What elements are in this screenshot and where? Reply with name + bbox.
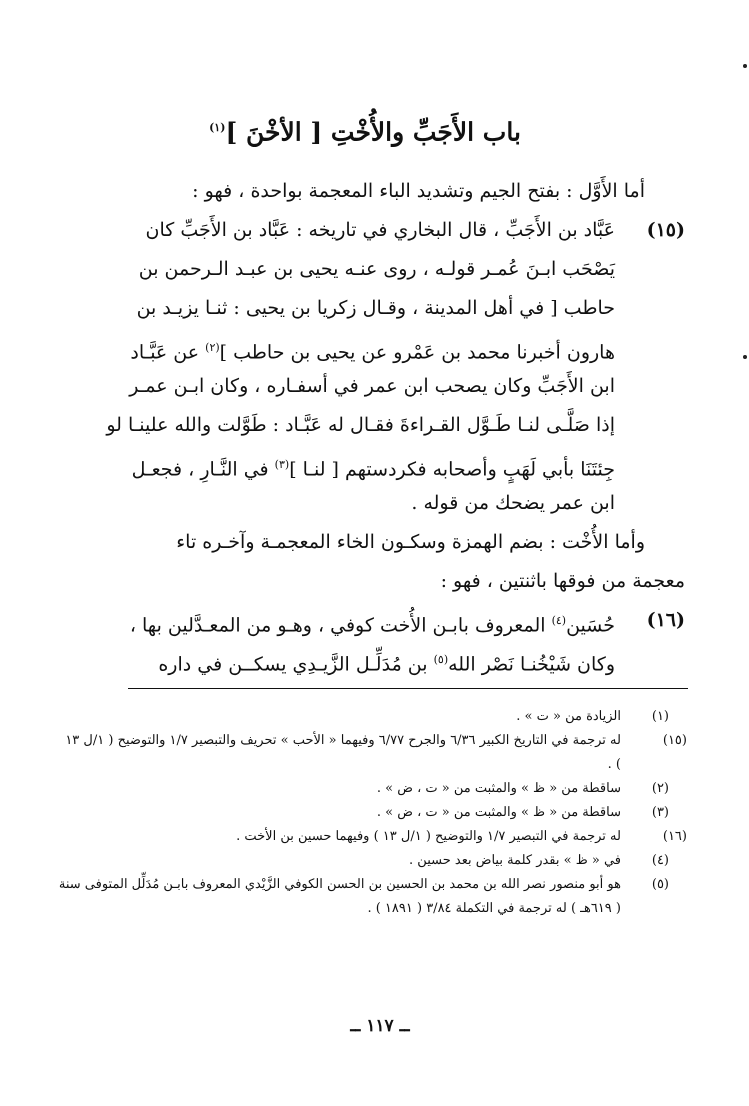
footnote-number: (١) xyxy=(651,709,669,724)
footnote-text: الزيادة من « ت » . xyxy=(516,709,621,724)
entry-line xyxy=(130,328,615,372)
footnote-number: (١٦) xyxy=(662,829,687,844)
footnote-ref: (٢) xyxy=(205,341,220,354)
footnote-number: (٣) xyxy=(651,805,669,820)
entry-line xyxy=(132,445,615,489)
footnote-ref: (٥) xyxy=(433,653,449,666)
entry-line: حاطب [ في أهل المدينة ، وقـال زكريا بن يحيى : ثنـا يزيـد بن xyxy=(136,297,615,319)
entry-line-part: عن عَبَّـاد xyxy=(130,341,200,364)
footnote xyxy=(57,729,687,777)
footnote-text: ساقطة من « ظ » والمثبت من « ت ، ض » . xyxy=(376,781,621,796)
entry-line-part: هارون أخبرنا محمد بن عَمْرو عن يحيى بن حاطب ] xyxy=(219,341,615,364)
paragraph-line: وأما الأُخْت : بضم الهمزة وسكـون الخاء المعجمـة وآخـره تاء xyxy=(176,531,645,553)
entry-line-part: حُسَين xyxy=(566,614,615,637)
text-line xyxy=(57,328,685,367)
text-line xyxy=(57,484,685,523)
chapter-title xyxy=(130,108,600,152)
footnote-number: (٤) xyxy=(651,853,669,868)
text-line xyxy=(57,562,685,601)
entry-line: يَصْحَب ابـنَ عُمـر قولـه ، روى عنـه يحيى بن عبـد الـرحمن بن xyxy=(138,258,615,280)
footnote xyxy=(57,849,687,873)
entry-line-part: في النَّـارِ ، فجعـل xyxy=(131,458,269,481)
text-line xyxy=(57,406,685,445)
footnote-text: في « ظ » بقدر كلمة بياض بعد حسين . xyxy=(409,853,621,868)
main-text xyxy=(57,172,685,679)
footnote-ref: (٣) xyxy=(274,458,290,471)
intro-line: أما الأَوَّل : بفتح الجيم وتشديد الباء المعجمة بواحدة ، فهو : xyxy=(192,180,645,202)
footnote-text: ساقطة من « ظ » والمثبت من « ت ، ض » . xyxy=(376,805,621,820)
text-line xyxy=(57,601,685,640)
text-line xyxy=(57,523,685,562)
entry-line: ابن عمر يضحك من قوله . xyxy=(411,492,615,514)
entry-line xyxy=(158,640,615,684)
footnote-ref: (١) xyxy=(209,121,226,134)
footnote-number: (١٥) xyxy=(662,733,687,748)
footnote xyxy=(57,777,687,801)
text-line xyxy=(57,367,685,406)
text-line xyxy=(57,640,685,679)
entry-line-part: بن مُدَلِّـل الزَّيـدِي يسكــن في داره xyxy=(158,653,428,676)
text-line xyxy=(57,445,685,484)
footnotes xyxy=(57,705,687,921)
footnote-text: هو أبو منصور نصر الله بن محمد بن الحسين بن الحسن الكوفي الزَّيْدي المعروف بابـن مُدَلِّل المتوفى سنة ( ٦١٩هـ ) له ترجمة في التكملة ٣/٨٤ ( ١٨٩١ ) . xyxy=(58,877,621,916)
page-number: ــ ١١٧ ــ xyxy=(350,1016,410,1036)
entry-line: إذا صَلَّـى لنـا طَـوَّل القـراءةَ فقـال له عَبَّـاد : طَوَّلت والله علينـا لو xyxy=(106,414,615,436)
entry-line xyxy=(130,601,615,645)
footnote-text: له ترجمة في التاريخ الكبير ٦/٣٦ والجرح ٦/٧٧ وفيهما « الأحب » تحريف والتبصير ١/٧ والتوضيح ( ١/ل ١٣ ) . xyxy=(65,733,621,772)
chapter-title-text: باب الأَجَبِّ والأُخْتِ [ الأخْنَ ] xyxy=(225,117,521,147)
footnote-ref: (٤) xyxy=(551,614,567,627)
paragraph-line: معجمة من فوقها باثنتين ، فهو : xyxy=(440,570,685,592)
text-line xyxy=(57,289,685,328)
footnote-divider xyxy=(128,688,688,689)
entry-line: ابن الأَجَبِّ وكان يصحب ابن عمر في أسفـاره ، وكان ابـن عمـر xyxy=(129,375,615,397)
footnote-number: (٥) xyxy=(651,877,669,892)
footnote xyxy=(57,873,687,921)
entry-line-part: المعروف بابـن الأُخت كوفي ، وهـو من المعـدَّلين بها ، xyxy=(129,614,546,637)
footnote-number: (٢) xyxy=(651,781,669,796)
footnote xyxy=(57,705,687,729)
entry-line-part: وكان شَيْخُنـا نَصْر الله xyxy=(448,653,615,676)
text-line xyxy=(57,250,685,289)
footnote-text: له ترجمة في التبصير ١/٧ والتوضيح ( ١/ل ١٣ ) وفيهما حسين بن الأخت . xyxy=(236,829,621,844)
text-line xyxy=(57,172,685,211)
entry-line-part: جِئتَنَا بأبي لَهَبٍ وأصحابه فكردستهم [ لنـا ] xyxy=(289,458,615,481)
text-line xyxy=(57,211,685,250)
margin-mark xyxy=(743,355,747,359)
entry-number: (١٦) xyxy=(646,609,685,631)
entry-number: (١٥) xyxy=(646,219,685,241)
footnote xyxy=(57,801,687,825)
entry-line: عَبَّاد بن الأَجَبِّ ، قال البخاري في تاريخه : عَبَّاد بن الأَجَبِّ كان xyxy=(145,219,615,241)
margin-mark xyxy=(743,64,747,68)
footnote xyxy=(57,825,687,849)
